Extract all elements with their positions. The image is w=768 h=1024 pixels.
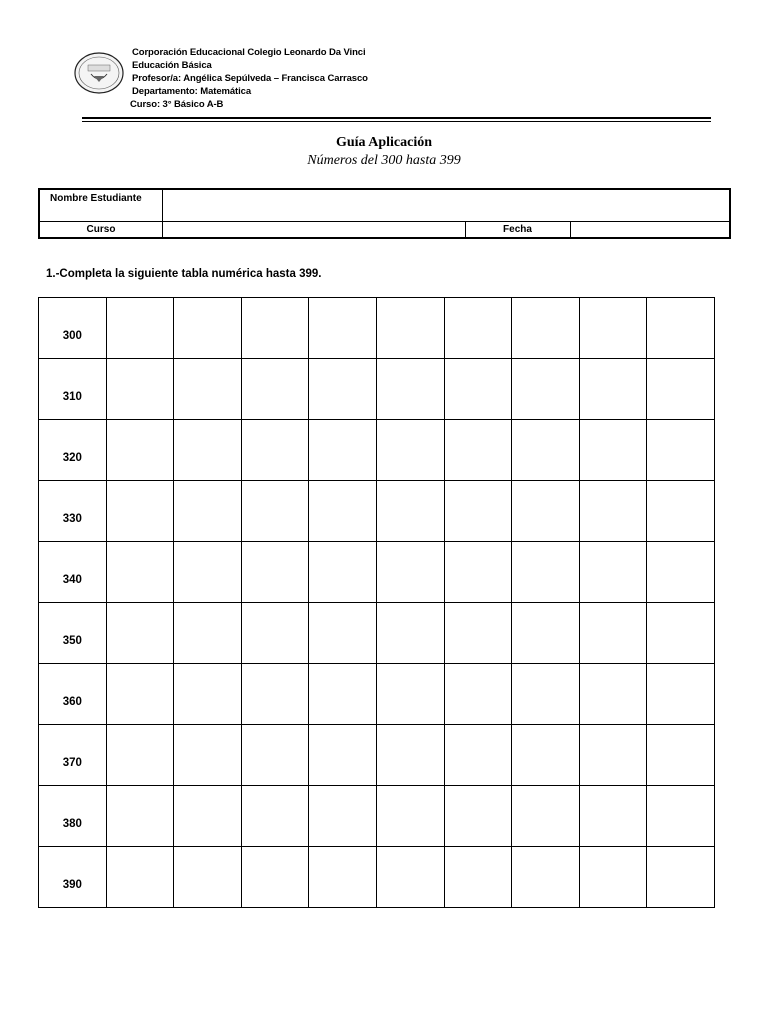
blank-cell[interactable] [512,725,580,786]
table-row [39,603,715,664]
blank-cell[interactable] [579,481,647,542]
teacher-line: Profesor/a: Angélica Sepúlveda – Francisca Carrasco [132,73,368,84]
blank-cell[interactable] [579,359,647,420]
course-line: Curso: 3° Básico A-B [130,99,224,110]
row-header: 330 [39,481,107,542]
row-header: 380 [39,786,107,847]
blank-cell[interactable] [376,847,444,908]
student-info-box [38,188,731,239]
blank-cell[interactable] [444,847,512,908]
table-row [39,786,715,847]
blank-cell[interactable] [579,603,647,664]
blank-cell[interactable] [647,481,715,542]
blank-cell[interactable] [376,725,444,786]
blank-cell[interactable] [647,664,715,725]
blank-cell[interactable] [174,725,242,786]
blank-cell[interactable] [309,481,377,542]
blank-cell[interactable] [512,786,580,847]
blank-cell[interactable] [241,725,309,786]
education-level: Educación Básica [132,60,212,71]
blank-cell[interactable] [444,359,512,420]
box-divider-vertical [570,221,571,239]
blank-cell[interactable] [376,298,444,359]
blank-cell[interactable] [309,603,377,664]
blank-cell[interactable] [376,603,444,664]
blank-cell[interactable] [444,786,512,847]
blank-cell[interactable] [174,786,242,847]
row-header: 300 [39,298,107,359]
row-header: 350 [39,603,107,664]
blank-cell[interactable] [106,786,174,847]
table-row [39,725,715,786]
blank-cell[interactable] [241,481,309,542]
blank-cell[interactable] [376,481,444,542]
blank-cell[interactable] [647,420,715,481]
header-rule-thick [82,117,711,119]
blank-cell[interactable] [579,786,647,847]
blank-cell[interactable] [309,542,377,603]
blank-cell[interactable] [106,603,174,664]
blank-cell[interactable] [241,359,309,420]
table-row [39,847,715,908]
blank-cell[interactable] [579,847,647,908]
blank-cell[interactable] [512,847,580,908]
blank-cell[interactable] [647,603,715,664]
blank-cell[interactable] [512,298,580,359]
blank-cell[interactable] [647,725,715,786]
blank-cell[interactable] [376,359,444,420]
blank-cell[interactable] [647,298,715,359]
blank-cell[interactable] [579,298,647,359]
blank-cell[interactable] [444,298,512,359]
blank-cell[interactable] [174,603,242,664]
number-table [38,297,715,908]
date-field[interactable] [572,222,731,239]
blank-cell[interactable] [512,359,580,420]
blank-cell[interactable] [106,359,174,420]
table-row [39,298,715,359]
table-row [39,542,715,603]
blank-cell[interactable] [241,603,309,664]
student-name-label: Nombre Estudiante [50,193,142,204]
blank-cell[interactable] [241,847,309,908]
blank-cell[interactable] [241,298,309,359]
page-title: Guía Aplicación [335,135,433,150]
row-header: 390 [39,847,107,908]
school-logo [74,52,124,94]
blank-cell[interactable] [174,298,242,359]
blank-cell[interactable] [106,542,174,603]
blank-cell[interactable] [512,420,580,481]
blank-cell[interactable] [647,359,715,420]
blank-cell[interactable] [579,542,647,603]
box-divider-vertical [162,190,163,237]
row-header: 370 [39,725,107,786]
blank-cell[interactable] [579,420,647,481]
table-row [39,420,715,481]
blank-cell[interactable] [309,664,377,725]
blank-cell[interactable] [241,664,309,725]
blank-cell[interactable] [647,847,715,908]
blank-cell[interactable] [106,664,174,725]
blank-cell[interactable] [174,542,242,603]
blank-cell[interactable] [309,298,377,359]
blank-cell[interactable] [444,725,512,786]
page-subtitle: Números del 300 hasta 399 [307,153,461,168]
blank-cell[interactable] [579,725,647,786]
blank-cell[interactable] [512,481,580,542]
table-row [39,664,715,725]
course-label: Curso [86,224,116,235]
blank-cell[interactable] [444,542,512,603]
blank-cell[interactable] [309,359,377,420]
blank-cell[interactable] [106,847,174,908]
blank-cell[interactable] [106,420,174,481]
blank-cell[interactable] [174,420,242,481]
student-name-field[interactable] [164,190,731,221]
blank-cell[interactable] [512,542,580,603]
blank-cell[interactable] [174,847,242,908]
date-label: Fecha [503,224,532,235]
blank-cell[interactable] [444,603,512,664]
blank-cell[interactable] [241,786,309,847]
blank-cell[interactable] [106,298,174,359]
row-header: 340 [39,542,107,603]
department-line: Departamento: Matemática [132,86,252,97]
blank-cell[interactable] [647,542,715,603]
table-row [39,481,715,542]
blank-cell[interactable] [512,603,580,664]
row-header: 310 [39,359,107,420]
row-header: 360 [39,664,107,725]
header-rule-thin [82,121,711,122]
blank-cell[interactable] [444,420,512,481]
blank-cell[interactable] [174,481,242,542]
school-header [132,46,368,111]
instruction-text: 1.-Completa la siguiente tabla numérica hasta 399. [46,268,322,280]
blank-cell[interactable] [309,725,377,786]
blank-cell[interactable] [241,420,309,481]
blank-cell[interactable] [106,725,174,786]
blank-cell[interactable] [174,359,242,420]
blank-cell[interactable] [309,847,377,908]
blank-cell[interactable] [376,542,444,603]
blank-cell[interactable] [444,664,512,725]
blank-cell[interactable] [444,481,512,542]
blank-cell[interactable] [174,664,242,725]
blank-cell[interactable] [376,420,444,481]
blank-cell[interactable] [241,542,309,603]
course-field[interactable] [164,222,464,239]
blank-cell[interactable] [647,786,715,847]
blank-cell[interactable] [309,786,377,847]
blank-cell[interactable] [512,664,580,725]
table-row [39,359,715,420]
blank-cell[interactable] [376,664,444,725]
blank-cell[interactable] [106,481,174,542]
blank-cell[interactable] [309,420,377,481]
row-header: 320 [39,420,107,481]
blank-cell[interactable] [376,786,444,847]
school-name: Corporación Educacional Colegio Leonardo Da Vinci [132,47,366,58]
blank-cell[interactable] [579,664,647,725]
